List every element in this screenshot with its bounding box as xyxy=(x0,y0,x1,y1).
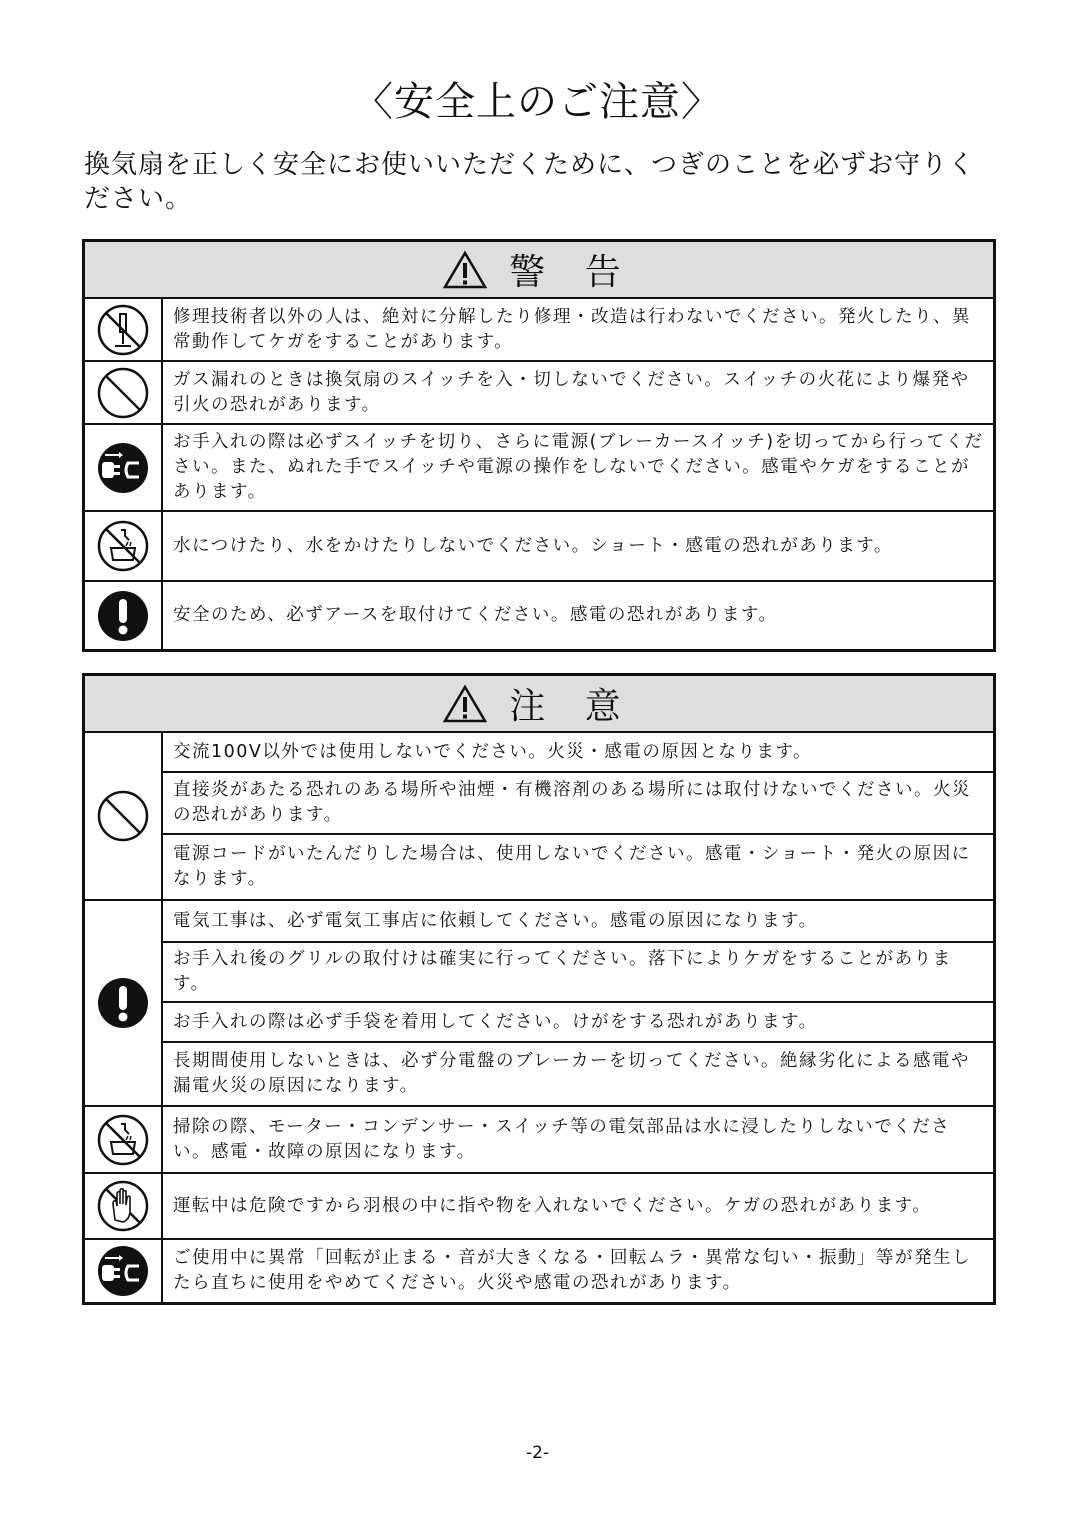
warning-row xyxy=(85,423,993,510)
prohibition-icon xyxy=(95,788,151,844)
caution-text: 長期間使用しないときは、必ず分電盤のブレーカーを切ってください。絶縁劣化による感電や漏電火災の原因になります。 xyxy=(163,1041,993,1105)
warning-text: お手入れの際は必ずスイッチを切り、さらに電源(ブレーカースイッチ)を切ってから行ってください。また、ぬれた手でスイッチや電源の操作をしないでください。感電やケガをすることがあります。 xyxy=(173,432,984,502)
caution-header xyxy=(85,676,993,733)
caution-text: ご使用中に異常「回転が止まる・音が大きくなる・回転ムラ・異常な匂い・振動」等が発生したら直ちに使用をやめてください。火災や感電の恐れがあります。 xyxy=(173,1248,971,1293)
warning-text: 修理技術者以外の人は、絶対に分解したり修理・改造は行わないでください。発火したり、異常動作してケガをすることがあります。 xyxy=(173,306,971,352)
no-water-icon xyxy=(95,1112,151,1168)
caution-text: 運転中は危険ですから羽根の中に指や物を入れないでください。ケガの恐れがあります。 xyxy=(173,1195,932,1216)
caution-text: 交流100V以外では使用しないでください。火災・感電の原因となります。 xyxy=(173,741,812,762)
caution-text: 直接炎があたる恐れのある場所や油煙・有機溶剤のある場所には取付けないでください。火災の恐れがあります。 xyxy=(163,771,993,833)
warning-text: 安全のため、必ずアースを取付けてください。感電の恐れがあります。 xyxy=(173,605,778,625)
caution-text: お手入れの際は必ず手袋を着用してください。けがをする恐れがあります。 xyxy=(163,1001,993,1041)
warning-triangle-icon xyxy=(443,250,487,290)
warning-triangle-icon xyxy=(443,684,487,724)
prohibition-icon xyxy=(95,365,151,421)
warning-heading: 警 告 xyxy=(509,252,635,293)
caution-group xyxy=(85,1105,993,1172)
warning-header xyxy=(85,242,993,299)
caution-text: 電気工事は、必ず電気工事店に依頼してください。感電の原因になります。 xyxy=(173,910,818,931)
caution-text: 掃除の際、モーター・コンデンサー・スイッチ等の電気部品は水に浸したりしないでください。感電・故障の原因になります。 xyxy=(173,1116,951,1162)
mandatory-icon xyxy=(95,588,151,644)
no-water-icon xyxy=(95,518,151,574)
caution-group xyxy=(85,899,993,1105)
caution-group xyxy=(85,1172,993,1238)
caution-group xyxy=(85,1238,993,1302)
warning-row xyxy=(85,360,993,423)
no-disassembly-icon xyxy=(95,302,151,358)
caution-text: お手入れ後のグリルの取付けは確実に行ってください。落下によりケガをすることがあります。 xyxy=(163,941,993,1001)
unplug-icon xyxy=(95,440,151,496)
warning-box xyxy=(82,239,996,652)
intro-text: 換気扇を正しく安全にお使いいただくために、つぎのことを必ずお守りください。 xyxy=(84,150,976,214)
warning-text: 水につけたり、水をかけたりしないでください。ショート・感電の恐れがあります。 xyxy=(173,535,893,556)
caution-heading: 注 意 xyxy=(509,686,635,727)
caution-text: 電源コードがいたんだりした場合は、使用しないでください。感電・ショート・発火の原因になります。 xyxy=(163,833,993,899)
unplug-icon xyxy=(95,1243,151,1299)
no-touch-icon xyxy=(95,1178,151,1234)
warning-text: ガス漏れのときは換気扇のスイッチを入・切しないでください。スイッチの火花により爆発や引火の恐れがあります。 xyxy=(173,369,970,415)
warning-row xyxy=(85,299,993,360)
page-number: -2- xyxy=(525,1443,550,1463)
caution-group xyxy=(85,733,993,899)
caution-box xyxy=(82,673,996,1305)
mandatory-icon xyxy=(95,975,151,1031)
warning-row xyxy=(85,580,993,649)
page-title: 〈安全上のご注意〉 xyxy=(353,79,722,125)
warning-row xyxy=(85,510,993,580)
